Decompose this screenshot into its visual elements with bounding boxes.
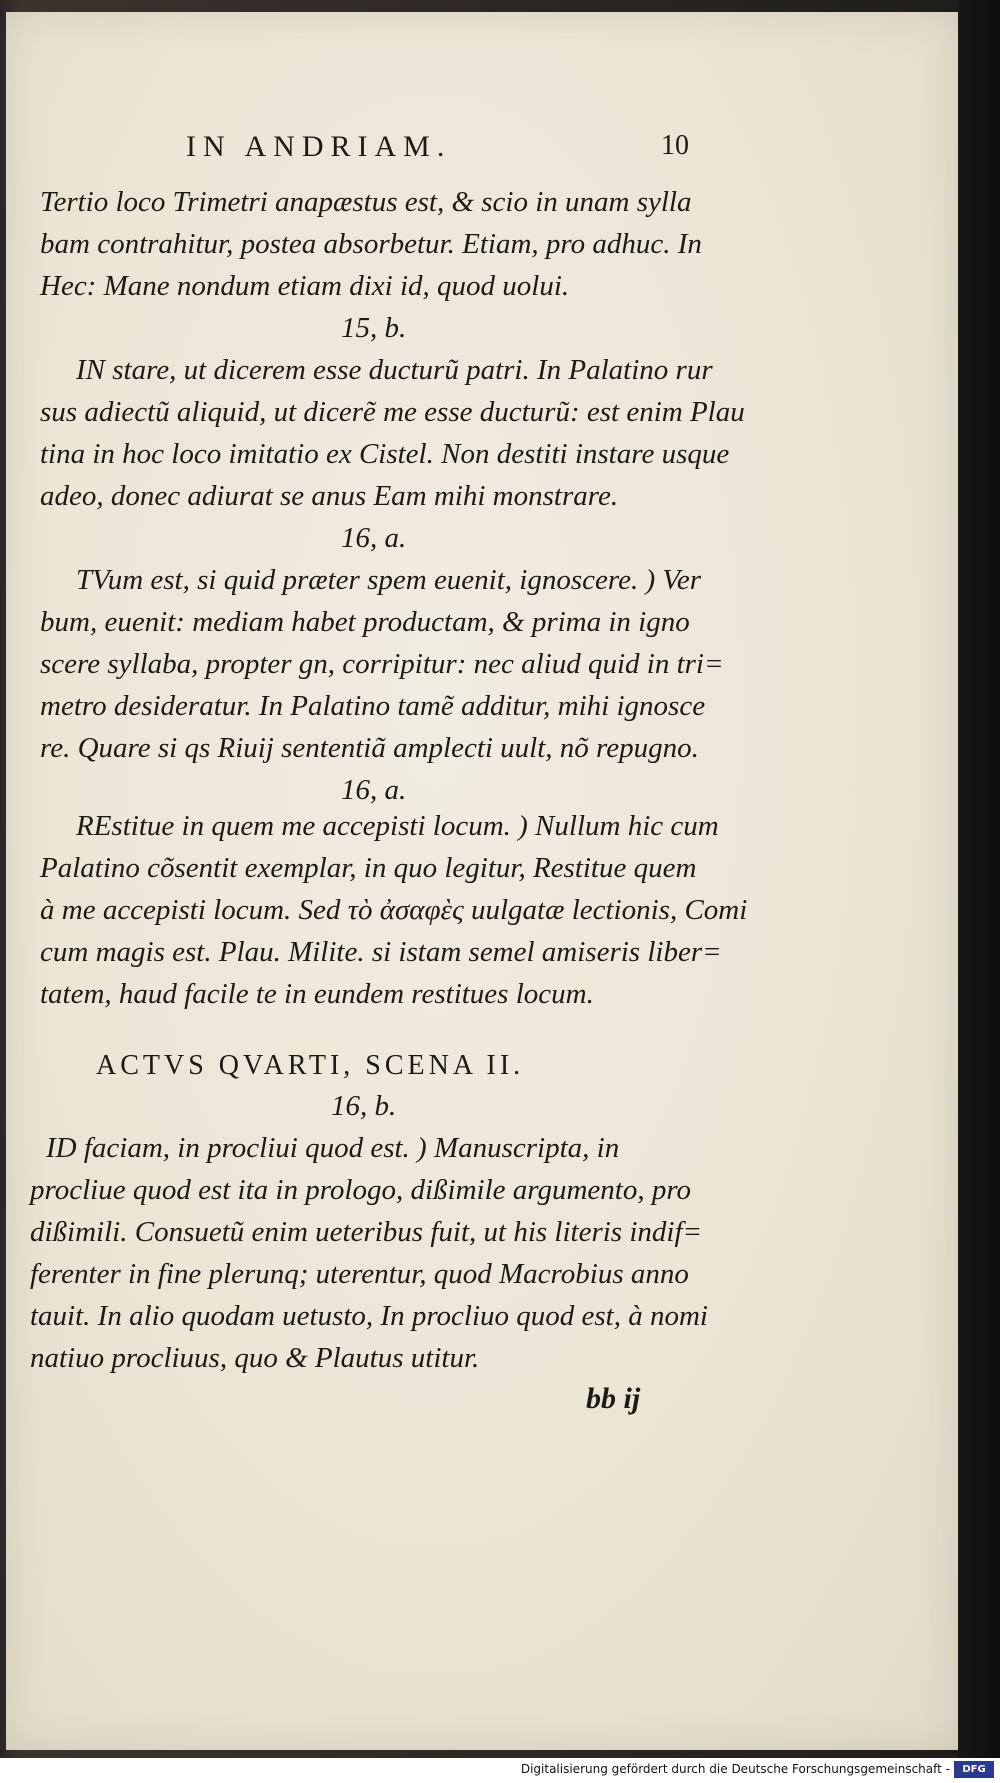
running-head: [6, 130, 958, 170]
act-scene-heading: ACTVS QVARTI, SCENA II.: [96, 1050, 525, 1081]
catchword-signature: bb ij: [586, 1382, 641, 1415]
text-line: tatem, haud facile te in eundem restitues locum.: [40, 978, 594, 1010]
reference-marker: 16, a.: [341, 774, 407, 806]
reference-marker: 15, b.: [341, 312, 407, 344]
reference-marker: 16, a.: [341, 522, 407, 554]
text-line: natiuo procliuus, quo & Plautus utitur.: [30, 1342, 480, 1374]
digitization-footer: [0, 1758, 1000, 1783]
text-line: tina in hoc loco imitatio ex Cistel. Non destiti instare usque: [40, 438, 730, 470]
text-line: cum magis est. Plau. Milite. si istam semel amiseris liber=: [40, 936, 722, 968]
text-line: IN stare, ut dicerem esse ducturũ patri. In Palatino rur: [76, 354, 713, 386]
text-line: sus adiectũ aliquid, ut dicerẽ me esse ducturũ: est enim Plau: [40, 396, 745, 428]
book-edge: [958, 0, 1000, 1783]
text-line: à me accepisti locum. Sed τὸ ἀσαφὲς uulgatæ lectionis, Comi: [40, 894, 748, 926]
book-page: [6, 12, 958, 1750]
dfg-logo: DFG: [954, 1761, 994, 1778]
funding-credit: Digitalisierung gefördert durch die Deutsche Forschungsgemeinschaft -: [520, 1762, 950, 1776]
text-line: ferenter in fine plerunq; uterentur, quod Macrobius anno: [30, 1258, 689, 1290]
text-line: re. Quare si qs Riuij sententiã amplecti uult, nõ repugno.: [40, 732, 699, 764]
text-line: REstitue in quem me accepisti locum. ) Nullum hic cum: [76, 810, 719, 842]
text-line: dißimili. Consuetũ enim ueteribus fuit, ut his literis indif=: [30, 1216, 703, 1248]
text-line: ID faciam, in procliui quod est. ) Manuscripta, in: [46, 1132, 620, 1164]
running-head-title: IN ANDRIAM.: [186, 130, 452, 163]
text-line: bam contrahitur, postea absorbetur. Etiam, pro adhuc. In: [40, 228, 702, 260]
text-line: Palatino cõsentit exemplar, in quo legitur, Restitue quem: [40, 852, 697, 884]
text-line: bum, euenit: mediam habet productam, & prima in igno: [40, 606, 690, 638]
text-line: adeo, donec adiurat se anus Eam mihi monstrare.: [40, 480, 619, 512]
text-line: TVum est, si quid præter spem euenit, ignoscere. ) Ver: [76, 564, 702, 596]
text-line: scere syllaba, propter gn, corripitur: nec aliud quid in tri=: [40, 648, 724, 680]
text-line: procliue quod est ita in prologo, dißimile argumento, pro: [30, 1174, 692, 1206]
folio-number: 10: [661, 130, 689, 161]
text-line: Hec: Mane nondum etiam dixi id, quod uolui.: [40, 270, 570, 302]
text-line: Tertio loco Trimetri anapæstus est, & scio in unam sylla: [40, 186, 692, 218]
reference-marker: 16, b.: [331, 1090, 397, 1122]
text-line: metro desideratur. In Palatino tamẽ additur, mihi ignosce: [40, 690, 706, 722]
text-line: tauit. In alio quodam uetusto, In procliuo quod est, à nomi: [30, 1300, 708, 1332]
